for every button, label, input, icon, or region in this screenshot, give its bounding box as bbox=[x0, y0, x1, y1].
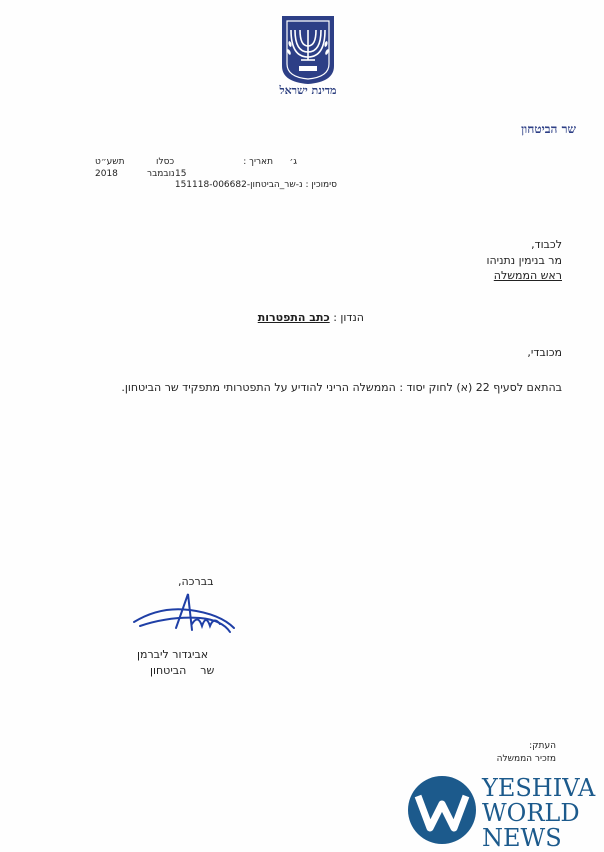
cc-label: העתק: bbox=[529, 741, 556, 751]
signer-title: שר הביטחון bbox=[150, 664, 215, 677]
yeshiva-world-news-logo-icon bbox=[406, 774, 478, 846]
hebrew-year: תשע״ט bbox=[95, 157, 125, 167]
subject-label: הנדון : bbox=[329, 311, 364, 324]
closing-greeting: בברכה, bbox=[178, 575, 214, 588]
gregorian-year: 2018 bbox=[95, 169, 118, 179]
watermark-line-3: NEWS bbox=[482, 824, 562, 852]
handwritten-signature bbox=[130, 588, 240, 642]
watermark-line-1: YESHIVA bbox=[482, 774, 596, 802]
recipient-title: ראש הממשלה bbox=[493, 269, 562, 282]
salutation: מכובדי, bbox=[527, 346, 562, 359]
ministry-header: שר הביטחון bbox=[521, 122, 576, 136]
reference-number: סימוכין : נ-שר_הביטחון-151118-006682 bbox=[174, 180, 337, 190]
gregorian-month: נובמבר bbox=[147, 169, 175, 179]
state-emblem-icon bbox=[278, 14, 338, 86]
state-name: מדינת ישראל bbox=[279, 84, 337, 97]
watermark-line-2: WORLD bbox=[482, 799, 580, 827]
hebrew-month: כסלו bbox=[156, 157, 175, 167]
hebrew-day: ג׳ bbox=[289, 157, 297, 167]
signer-name: אביגדור ליברמן bbox=[137, 648, 209, 661]
subject-text: כתב התפטרות bbox=[257, 311, 330, 324]
letter-body: בהתאם לסעיף 22 (א) לחוק יסוד : הממשלה הריני להודיע על התפטרותי מתפקיד שר הביטחון. bbox=[121, 381, 562, 394]
date-label: תאריך : bbox=[243, 157, 273, 167]
cc-recipient: מזכיר הממשלה bbox=[496, 754, 556, 764]
subject-line bbox=[258, 311, 364, 324]
gregorian-day: 15 bbox=[175, 169, 187, 179]
recipient-name: מר בנימין נתניהו bbox=[486, 254, 562, 267]
recipient-greeting: לכבוד, bbox=[531, 238, 562, 251]
